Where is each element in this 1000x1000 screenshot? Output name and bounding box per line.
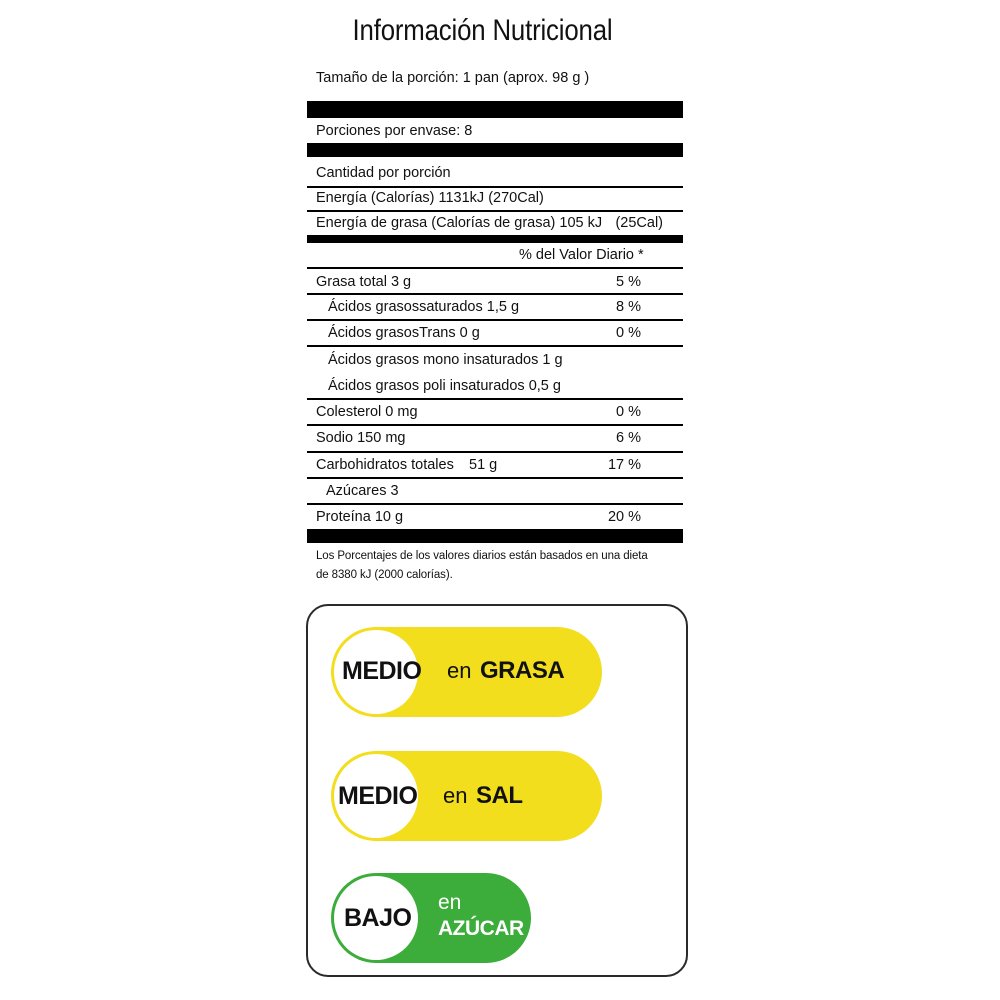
divider (307, 186, 683, 188)
badge-en: en (447, 658, 472, 683)
nutrient-label: Ácidos grasos poli insaturados 0,5 g (328, 378, 561, 394)
nutrient-pct: 17 % (607, 457, 641, 473)
nutrient-label: Sodio 150 mg (316, 430, 406, 446)
nutrient-label: Colesterol 0 mg (316, 404, 418, 420)
badge-nutrient: SAL (476, 782, 523, 809)
sugar-badge (331, 873, 531, 963)
divider (307, 451, 683, 453)
energy-fat-row (316, 215, 683, 231)
nutrient-row (316, 509, 683, 525)
nutrient-label: Azúcares 3 (326, 483, 399, 499)
thick-divider (307, 101, 683, 118)
footnote-line: Los Porcentajes de los valores diarios están basados en una dieta (316, 550, 648, 562)
nutrient-pct: 20 % (607, 509, 641, 525)
nutrient-row (316, 404, 683, 420)
divider (307, 210, 683, 212)
badge-en: en (438, 891, 462, 914)
nutrient-label: Grasa total 3 g (316, 274, 412, 290)
divider (307, 345, 683, 347)
divider (307, 319, 683, 321)
nutrient-row (316, 457, 683, 473)
thick-divider (307, 235, 683, 243)
energy-fat-cal: (25Cal) (615, 215, 663, 231)
divider (307, 477, 683, 479)
nutrient-label: Ácidos grasosTrans 0 g (328, 325, 480, 341)
nutrient-pct: 0 % (616, 325, 641, 341)
divider (307, 503, 683, 505)
amount-per-serving: Cantidad por porción (316, 165, 451, 181)
nutrient-label: Proteína 10 g (316, 509, 404, 525)
energy-row: Energía (Calorías) 1131kJ (270Cal) (316, 190, 544, 206)
nutrient-row (316, 483, 683, 499)
divider (307, 398, 683, 400)
nutrient-row (316, 325, 683, 341)
fat-badge (331, 627, 602, 717)
badge-en: en (443, 783, 468, 808)
nutrient-pct: 6 % (616, 430, 641, 446)
badge-nutrient: AZÚCAR (438, 917, 524, 940)
divider (307, 293, 683, 295)
nutrient-row (316, 378, 683, 394)
nutrient-row (316, 352, 683, 368)
energy-fat-label: Energía de grasa (Calorías de grasa) 105 kJ (316, 215, 603, 231)
badge-level: MEDIO (342, 657, 422, 685)
divider (307, 267, 683, 269)
badge-nutrient: GRASA (480, 657, 565, 684)
salt-badge (331, 751, 602, 841)
badge-level: MEDIO (338, 782, 418, 810)
serving-size: Tamaño de la porción: 1 pan (aprox. 98 g ) (316, 70, 590, 86)
page-title: Información Nutricional (352, 14, 613, 47)
nutrient-pct: 8 % (616, 299, 641, 315)
divider (307, 424, 683, 426)
nutrient-pct: 0 % (616, 404, 641, 420)
daily-value-header: % del Valor Diario * (519, 247, 644, 263)
badge-level: BAJO (344, 904, 412, 932)
nutrient-label: Ácidos grasossaturados 1,5 g (328, 299, 520, 315)
nutrient-row (316, 274, 683, 290)
thick-divider (307, 529, 683, 543)
nutrient-row (316, 299, 683, 315)
nutrient-value: 51 g (469, 457, 498, 473)
nutrient-pct: 5 % (616, 274, 641, 290)
thick-divider (307, 143, 683, 157)
footnote-line: de 8380 kJ (2000 calorías). (316, 569, 453, 581)
footnote (316, 547, 676, 585)
nutrient-row (316, 430, 683, 446)
servings-per-container: Porciones por envase: 8 (316, 123, 473, 139)
nutrient-label: Carbohidratos totales (316, 457, 454, 473)
nutrient-label: Ácidos grasos mono insaturados 1 g (328, 352, 563, 368)
